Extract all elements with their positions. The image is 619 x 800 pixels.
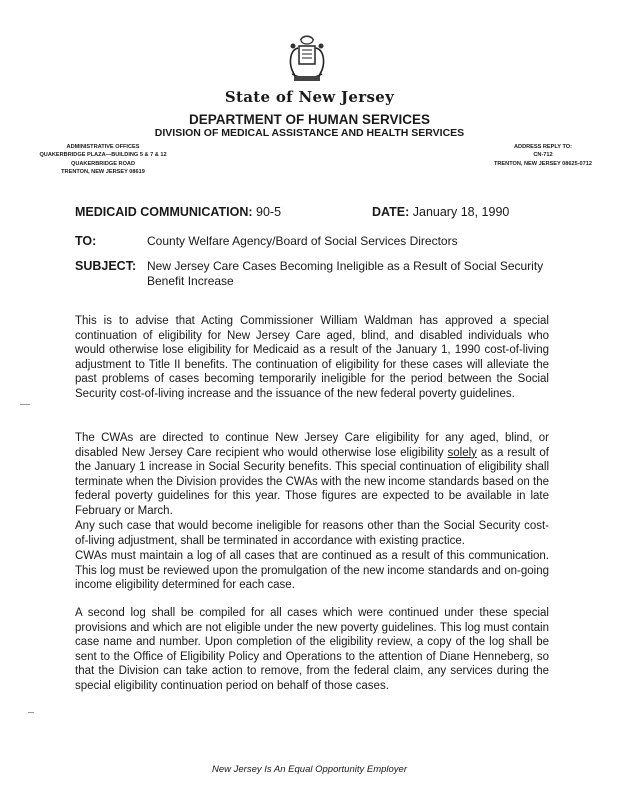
address-line: ADDRESS REPLY TO: [513, 144, 573, 150]
address-line: ADMINISTRATIVE OFFICES [66, 144, 140, 150]
address-line: TRENTON, NEW JERSEY 08625-0712 [493, 160, 593, 167]
body-paragraph-4: CWAs must maintain a log of all cases that are continued as a result of this communication. This log must be reviewed upon the promulgation of the new income standards and on-going income eligibility determined for each case. [75, 550, 549, 592]
scan-mark [28, 712, 34, 713]
to-label: TO: [75, 234, 97, 248]
address-line: QUAKERBRIDGE PLAZA—BUILDING 5 & 7 & 12 [39, 152, 167, 159]
date-label: DATE: [372, 205, 410, 219]
date-value: January 18, 1990 [412, 205, 510, 219]
paragraph-text: The CWAs are directed to continue New Jersey Care eligibility for any aged, blind, or disabled New Jersey Care recipient who would otherwise lose eligibility [75, 432, 549, 459]
division-name: DIVISION OF MEDICAL ASSISTANCE AND HEALTH SERVICES [154, 127, 465, 139]
state-seal-icon [286, 34, 328, 84]
footer-note: New Jersey Is An Equal Opportunity Employer [211, 764, 407, 775]
body-paragraph-1: This is to advise that Acting Commissioner William Waldman has approved a special continuation of eligibility for New Jersey Care aged, blind, and disabled individuals who would otherwise lose eligibility for Medicaid as a result of the January 1, 1990 cost-of-living adjustment to Title II benefits. The continuation of eligibility for these cases will alleviate the past problems of cases becoming temporarily ineligible for the period between the Social Security cost-of-living increase and the issuance of the new federal poverty guidelines. [75, 315, 549, 400]
paragraph-text: as a result of the January 1 increase in Social Security benefits. This special continuation of eligibility shall terminate when the Division provides the CWAs with the new income standards based on the federal poverty guidelines for this year. Those figures are expected to be available in late February or March. [75, 446, 549, 517]
address-line: CN-712 [533, 152, 553, 159]
scan-mark [20, 404, 30, 405]
address-line: TRENTON, NEW JERSEY 08619 [61, 168, 145, 175]
administrative-address [28, 143, 178, 176]
body-paragraph-2 [75, 431, 549, 519]
document-date [372, 205, 509, 219]
emphasis-word: solely [447, 446, 477, 459]
state-title: State of New Jersey [224, 88, 395, 106]
address-line: QUAKERBRIDGE ROAD [70, 160, 136, 167]
subject-label: SUBJECT: [75, 259, 137, 273]
body-paragraph-5: A second log shall be compiled for all cases which were continued under these special provisions and which are not eligible under the new poverty guidelines. This log must contain case name and number. Upon completion of the eligibility review, a copy of the log shall be sent to the Office of Eligibility Policy and Operations to the attention of Diane Henneberg, so that the Division can take action to remove, from the federal claim, any services during the special eligibility continuation period on behalf of those cases. [75, 607, 549, 692]
subject-value: New Jersey Care Cases Becoming Ineligible as a Result of Social Security Benefit Increase [147, 259, 544, 288]
communication-label: MEDICAID COMMUNICATION: [75, 205, 253, 219]
department-name: DEPARTMENT OF HUMAN SERVICES [188, 112, 431, 127]
body-paragraph-3: Any such case that would become ineligible for reasons other than the Social Security cost-of-living adjustment, shall be terminated in accordance with existing practice. [75, 520, 549, 547]
communication-number: 90-5 [256, 205, 282, 219]
to-value: County Welfare Agency/Board of Social Services Directors [147, 234, 458, 248]
reply-address [478, 143, 608, 168]
medicaid-communication [75, 205, 281, 219]
